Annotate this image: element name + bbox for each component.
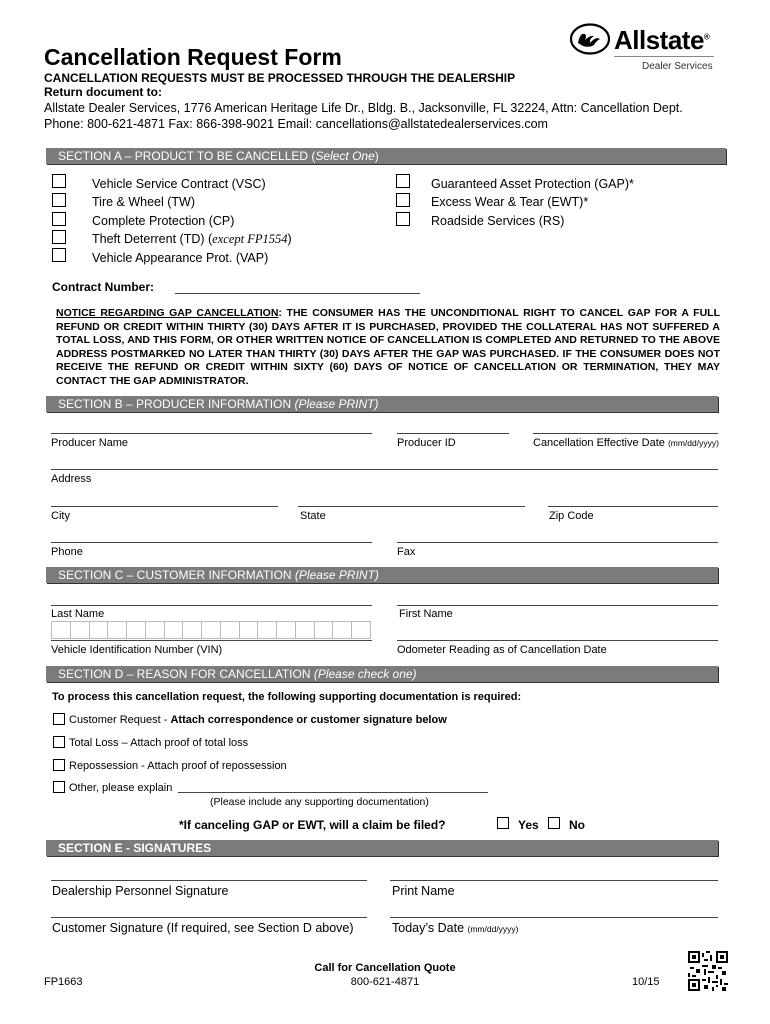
checkbox-tw[interactable]: [52, 193, 66, 207]
reason-other: Other, please explain: [69, 782, 173, 794]
first-name-field[interactable]: [397, 605, 718, 606]
zip-label: Zip Code: [549, 510, 594, 522]
documentation-intro: To process this cancellation request, the following supporting documentation is required:: [52, 691, 522, 703]
checkbox-other[interactable]: [53, 781, 65, 793]
option-rs: Roadside Services (RS): [431, 214, 565, 228]
option-td: Theft Deterrent (TD) (except FP1554): [92, 232, 292, 246]
todays-date-label: Today’s Date (mm/dd/yyyy): [392, 921, 519, 935]
checkbox-cp[interactable]: [52, 212, 66, 226]
state-label: State: [300, 510, 326, 522]
customer-signature-label: Customer Signature (If required, see Section D above): [52, 921, 354, 935]
call-number: 800-621-4871: [350, 976, 420, 988]
last-name-label: Last Name: [51, 608, 105, 620]
producer-name-field[interactable]: [51, 433, 372, 434]
contract-number-label: Contract Number:: [52, 280, 155, 294]
section-a-header: SECTION A – PRODUCT TO BE CANCELLED (Select One): [46, 148, 726, 164]
odometer-label: Odometer Reading as of Cancellation Date: [397, 644, 607, 656]
vin-field-line: [51, 640, 372, 641]
other-explain-field[interactable]: [178, 792, 488, 793]
checkbox-gap[interactable]: [396, 174, 410, 188]
checkbox-td[interactable]: [52, 230, 66, 244]
producer-id-field[interactable]: [397, 433, 509, 434]
zip-field[interactable]: [548, 506, 718, 507]
vin-label: Vehicle Identification Number (VIN): [51, 644, 223, 656]
logo-tagline: Dealer Services: [642, 61, 713, 72]
return-to-label: Return document to:: [44, 85, 162, 99]
fax-label: Fax: [397, 546, 416, 558]
other-note: (Please include any supporting documentation): [210, 796, 429, 808]
allstate-hands-logo-icon: [569, 23, 611, 55]
call-label: Call for Cancellation Quote: [314, 962, 456, 974]
producer-name-label: Producer Name: [51, 437, 129, 449]
checkbox-vap[interactable]: [52, 248, 66, 262]
todays-date-field[interactable]: [390, 917, 718, 918]
contract-number-field[interactable]: [175, 293, 420, 294]
dealer-signature-label: Dealership Personnel Signature: [52, 884, 229, 898]
reason-customer-request: Customer Request - Attach correspondence or customer signature below: [69, 714, 447, 726]
form-id: FP1663: [44, 976, 83, 988]
print-name-label: Print Name: [392, 884, 455, 898]
section-c-header: SECTION C – CUSTOMER INFORMATION (Please PRINT): [46, 567, 718, 583]
option-ewt: Excess Wear & Tear (EWT)*: [431, 195, 589, 209]
claim-no-label: No: [569, 818, 585, 832]
checkbox-customer-request[interactable]: [53, 713, 65, 725]
print-name-field[interactable]: [390, 880, 718, 881]
phone-field[interactable]: [51, 542, 372, 543]
city-label: City: [51, 510, 70, 522]
option-vap: Vehicle Appearance Prot. (VAP): [92, 251, 269, 265]
section-e-header: SECTION E - SIGNATURES: [46, 840, 718, 856]
address-label: Address: [51, 473, 92, 485]
section-d-header: SECTION D – REASON FOR CANCELLATION (Please check one): [46, 666, 718, 682]
first-name-label: First Name: [399, 608, 453, 620]
checkbox-repossession[interactable]: [53, 759, 65, 771]
contact-info: Phone: 800-621-4871 Fax: 866-398-9021 Email: cancellations@allstatedealerservices.com: [44, 117, 548, 131]
dealer-signature-field[interactable]: [51, 880, 367, 881]
option-tw: Tire & Wheel (TW): [92, 195, 196, 209]
form-version: 10/15: [632, 976, 660, 988]
return-address: Allstate Dealer Services, 1776 American Heritage Life Dr., Bldg. B., Jacksonville, FL 32224, Attn: Cancellation Dept.: [44, 101, 683, 115]
qr-code-icon: [688, 951, 728, 991]
customer-signature-field[interactable]: [51, 917, 367, 918]
logo-divider: [614, 56, 714, 57]
checkbox-total-loss[interactable]: [53, 736, 65, 748]
vin-boxes[interactable]: [51, 621, 371, 639]
phone-label: Phone: [51, 546, 83, 558]
checkbox-claim-yes[interactable]: [497, 817, 509, 829]
option-gap: Guaranteed Asset Protection (GAP)*: [431, 177, 634, 191]
last-name-field[interactable]: [51, 605, 372, 606]
reason-total-loss: Total Loss – Attach proof of total loss: [69, 737, 249, 749]
option-vsc: Vehicle Service Contract (VSC): [92, 177, 266, 191]
form-title: Cancellation Request Form: [44, 44, 342, 70]
fax-field[interactable]: [397, 542, 718, 543]
cancel-date-label: Cancellation Effective Date (mm/dd/yyyy): [533, 437, 719, 449]
address-field[interactable]: [51, 469, 718, 470]
checkbox-ewt[interactable]: [396, 193, 410, 207]
reason-repossession: Repossession - Attach proof of repossession: [69, 760, 287, 772]
claim-question: *If canceling GAP or EWT, will a claim be filed?: [179, 818, 446, 832]
claim-yes-label: Yes: [518, 818, 539, 832]
producer-id-label: Producer ID: [397, 437, 456, 449]
checkbox-rs[interactable]: [396, 212, 410, 226]
logo-wordmark: Allstate®: [614, 25, 710, 55]
odometer-field[interactable]: [397, 640, 718, 641]
option-cp: Complete Protection (CP): [92, 214, 235, 228]
state-field[interactable]: [298, 506, 525, 507]
dealership-notice: CANCELLATION REQUESTS MUST BE PROCESSED THROUGH THE DEALERSHIP: [44, 71, 516, 85]
cancel-date-field[interactable]: [533, 433, 718, 434]
checkbox-claim-no[interactable]: [548, 817, 560, 829]
section-b-header: SECTION B – PRODUCER INFORMATION (Please PRINT): [46, 396, 718, 412]
checkbox-vsc[interactable]: [52, 174, 66, 188]
city-field[interactable]: [51, 506, 278, 507]
gap-cancellation-notice: NOTICE REGARDING GAP CANCELLATION: THE CONSUMER HAS THE UNCONDITIONAL RIGHT TO CANCEL GAP FOR A FULL REFUND OR CREDIT WITHIN THIRTY (30) DAYS AFTER IT IS PURCHASED, PROVIDED THE COLLATERAL HAS NOT SUFFERED A TOTAL LOSS, AND THIS FORM, OR OTHER WRITTEN NOTICE OF CANCELLATION IS COMPLETED AND RETURNED TO THE ABOVE ADDRESS POSTMARKED NO LATER THAN THIRTY (30) DAYS AFTER THE GAP WAS PURCHASED. IF THE CONSUMER DOES NOT RECEIVE THE REFUND OR CREDIT WITHIN SIXTY (60) DAYS OF NOTICE OF CANCELLATION OR TERMINATION, THEY MAY CONTACT THE GAP ADMINISTRATOR.: [56, 307, 720, 387]
